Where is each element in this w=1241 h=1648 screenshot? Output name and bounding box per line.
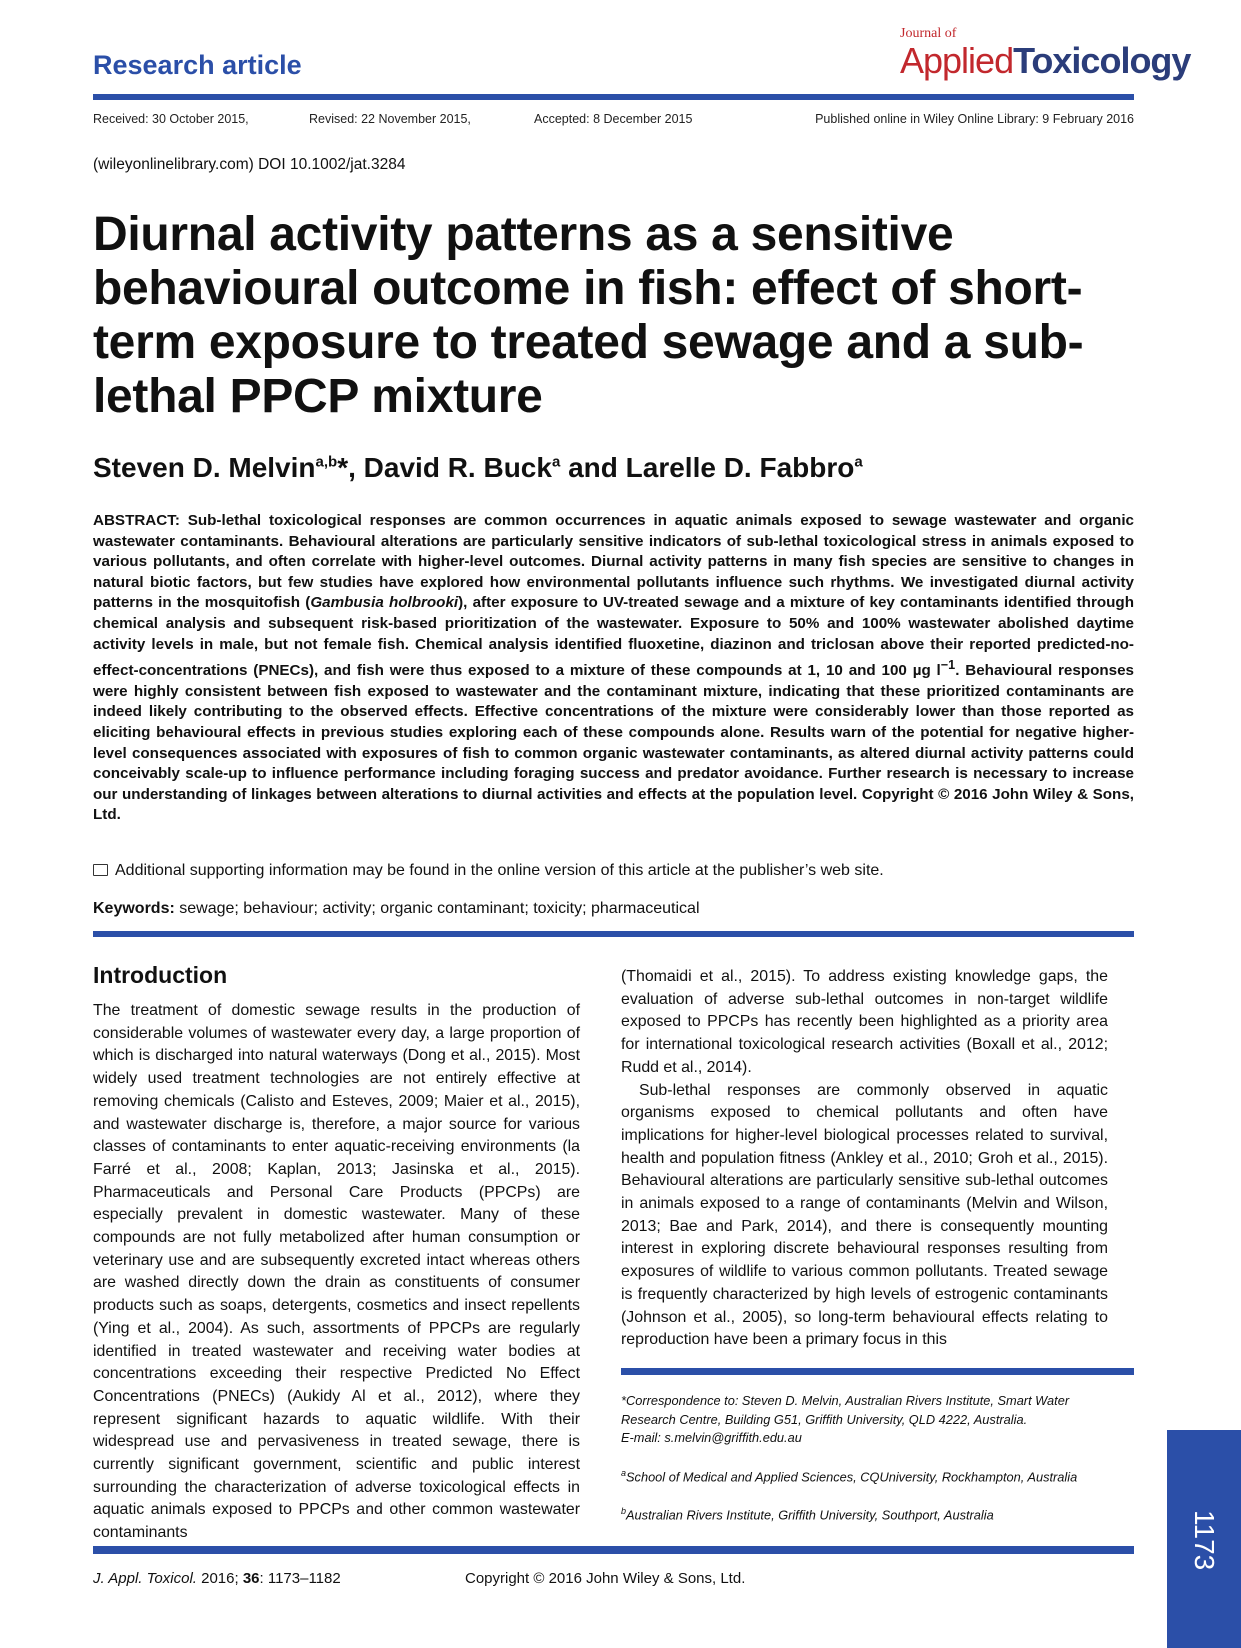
section-label: Research article: [93, 50, 302, 80]
received-date: Received: 30 October 2015,: [93, 112, 249, 126]
unit-exponent: −1: [940, 658, 956, 673]
correspondence-note: *Correspondence to: Steven D. Melvin, Australian Rivers Institute, Smart Water Research Centre, Building G51, Griffith University, QLD 4222, Australia.: [621, 1393, 1070, 1427]
page-number: 1173: [1189, 1509, 1220, 1571]
section-rule: [93, 931, 1134, 937]
copyright-footer: Copyright © 2016 John Wiley & Sons, Ltd.: [465, 1570, 746, 1587]
author-name[interactable]: Larelle D. Fabbro: [625, 452, 855, 483]
footnotes: [621, 1392, 1091, 1525]
journal-abbrev: J. Appl. Toxicol.: [93, 1570, 197, 1587]
affiliation-sup: b: [621, 1506, 627, 1517]
abstract: [93, 511, 1134, 826]
section-heading: Introduction: [93, 962, 228, 988]
journal-logo-applied: Applied: [900, 40, 1014, 81]
citation-pages: : 1173–1182: [259, 1570, 341, 1587]
journal-logo-small: Journal of: [900, 26, 957, 41]
journal-logo-toxicology: Toxicology: [1013, 40, 1191, 81]
intro-right-column: [621, 966, 1108, 1352]
abstract-text: ABSTRACT: Sub-lethal toxicological responses are common occurrences in aquatic animals exposed to sewage wastewater and organic wastewater contaminants. Behavioural alterations are particularly sensitive indicators of sub-lethal toxicological stress in animals exposed to various pollutants, and often correlate with higher-level outcomes. Diurnal activity patterns in many fish species are sensitive to changes in natural biotic factors, but few studies have explored how environmental pollutants influence such rhythms. We investigated diurnal activity patterns in the mosquitofish (: [93, 512, 1134, 612]
affiliation-b: [621, 1502, 1091, 1525]
paragraph: Sub-lethal responses are commonly observed in aquatic organisms exposed to chemical pollutants and often have implications for higher-level biological processes related to survival, health and population fitness (Ankley et al., 2010; Groh et al., 2015). Behavioural alterations are particularly sensitive sub-lethal outcomes in animals exposed to a range of contaminants (Melvin and Wilson, 2013; Bae and Park, 2014), and there is consequently mounting interest in exploring discrete behavioural responses resulting from exposures of wildlife to various common pollutants. Treated sewage is frequently characterized by high levels of estrogenic contaminants (Johnson et al., 2005), so long-term behavioural effects relating to reproduction have been a primary focus in this: [621, 1081, 1108, 1349]
footnote-rule: [621, 1368, 1134, 1375]
author-list: [93, 452, 863, 484]
author-affiliation-sup: a: [551, 453, 561, 471]
doi-link[interactable]: (wileyonlinelibrary.com) DOI 10.1002/jat.3284: [93, 156, 406, 173]
computer-icon: [93, 864, 108, 876]
abstract-text: . Behavioural responses were highly consistent between fish exposed to wastewater and the contaminant mixture, indicating that these prioritized contaminants are indeed likely contributing to the observed effects. Effective concentrations of the mixture were considerably lower than those reported as eliciting behavioural effects in previous studies exploring each of these compounds alone. Results warn of the potential for negative higher-level consequences associated with exposures of fish to common organic wastewater contaminants, as altered diurnal activity patterns could conceivably scale-up to influence performance including foraging success and predator avoidance. Further research is necessary to increase our understanding of linkages between alterations to diurnal activities and effects at the population level. Copyright © 2016 John Wiley & Sons, Ltd.: [93, 662, 1134, 824]
citation-year: 2016;: [196, 1570, 243, 1587]
affiliation-a: [621, 1464, 1091, 1487]
article-title: Diurnal activity patterns as a sensitive behavioural outcome in fish: effect of short-term exposure to treated sewage and a sub-lethal PPCP mixture: [93, 208, 1084, 423]
email-link[interactable]: E-mail: s.melvin@griffith.edu.au: [621, 1430, 802, 1445]
keywords: [93, 900, 700, 918]
affiliation-sup: a: [621, 1467, 627, 1478]
journal-logo: [900, 26, 1191, 86]
author-separator: and: [560, 452, 618, 483]
intro-left-column: The treatment of domestic sewage results in the production of considerable volumes of wastewater every day, a large proportion of which is discharged into natural waterways (Dong et al., 2015). Most widely used treatment technologies are not entirely effective at removing chemicals (Calisto and Esteves, 2009; Maier et al., 2015), and wastewater discharge is, therefore, a major source for various classes of contaminants to enter aquatic-receiving environments (la Farré et al., 2008; Kaplan, 2013; Jasinska et al., 2015). Pharmaceuticals and Personal Care Products (PPCPs) are especially prevalent in domestic wastewater. Many of these compounds are not fully metabolized after human consumption or veterinary use and are subsequently excreted intact whereas others are washed directly down the drain as constituents of consumer products such as soaps, detergents, cosmetics and insect repellents (Ying et al., 2004). As such, assortments of PPCPs are regularly identified in treated wastewater and receiving water bodies at concentrations exceeding their respective Predicted No Effect Concentrations (PNECs) (Aukidy Al et al., 2012), where they represent significant hazards to aquatic wildlife. With their widespread use and pervasiveness in treated sewage, there is currently significant government, scientific and public interest surrounding the characterization of adverse toxicological effects in aquatic animals exposed to PPCPs and other common wastewater contaminants: [93, 1002, 580, 1542]
footer-rule: [93, 1546, 1134, 1554]
keywords-label: Keywords:: [93, 900, 175, 917]
species-name: Gambusia holbrooki: [310, 594, 459, 612]
keywords-list: sewage; behaviour; activity; organic contaminant; toxicity; pharmaceutical: [174, 900, 700, 917]
accepted-date: Accepted: 8 December 2015: [534, 112, 693, 126]
citation-footer: [93, 1570, 341, 1587]
author-affiliation-sup: a,b: [315, 453, 338, 471]
paragraph: (Thomaidi et al., 2015). To address existing knowledge gaps, the evaluation of adverse sub-lethal outcomes in non-target wildlife exposed to PPCPs has recently been highlighted as a priority area for international toxicological research activities (Boxall et al., 2012; Rudd et al., 2014).: [621, 968, 1108, 1076]
abstract-text: ), after exposure to UV-treated sewage and a mixture of key contaminants identified through chemical analysis and subsequent risk-based prioritization of the wastewater. Exposure to 50% and 100% wastewater abolished daytime activity levels in male, but not female fish. Chemical analysis identified fluoxetine, diazinon and triclosan above their reported predicted-no-effect-concentrations (PNECs), and fish were thus exposed to a mixture of these compounds at 1, 10 and 100 µg l: [93, 594, 1134, 680]
citation-volume: 36: [242, 1570, 260, 1587]
author-name[interactable]: Steven D. Melvin: [93, 452, 316, 483]
author-name[interactable]: David R. Buck: [363, 452, 552, 483]
revised-date: Revised: 22 November 2015,: [309, 112, 471, 126]
affiliation-text: School of Medical and Applied Sciences, CQUniversity, Rockhampton, Australia: [626, 1468, 1078, 1484]
published-date: Published online in Wiley Online Library: 9 February 2016: [815, 112, 1134, 126]
author-separator: *,: [337, 452, 356, 483]
supporting-info-note: [93, 862, 884, 880]
header-rule: [93, 94, 1134, 100]
supporting-info-text: Additional supporting information may be found in the online version of this article at the publisher’s web site.: [115, 862, 884, 879]
author-affiliation-sup: a: [854, 453, 863, 471]
affiliation-text: Australian Rivers Institute, Griffith University, Southport, Australia: [626, 1507, 994, 1523]
